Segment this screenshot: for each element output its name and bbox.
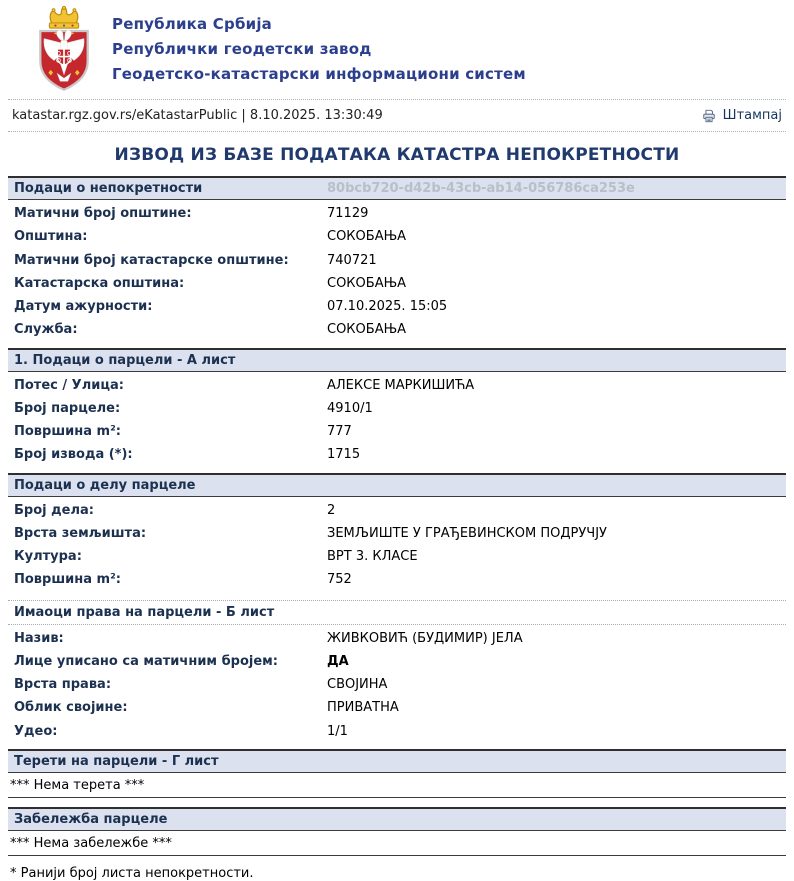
table-row (8, 650, 786, 673)
row-label: Матични број катастарске општине: (14, 252, 289, 268)
table-row (8, 295, 786, 318)
row-value: 752 (327, 572, 352, 588)
row-label: Врста земљишта: (14, 525, 147, 541)
encumbrances-empty-text: *** Нема терета *** (8, 773, 786, 798)
parcel-part-rows (8, 497, 786, 598)
print-bar (8, 99, 786, 132)
row-value: СВОЈИНА (327, 677, 388, 692)
org-line-country: Република Србија (112, 15, 272, 33)
row-label: Матични број општине: (14, 206, 192, 221)
rights-holders-rows (8, 625, 786, 749)
row-value: АЛЕКСЕ МАРКИШИЋА (327, 377, 475, 393)
table-row (8, 568, 786, 591)
row-label: Катастарска општина: (14, 275, 185, 291)
row-value: 1/1 (327, 723, 348, 739)
row-value: ПРИВАТНА (327, 700, 399, 716)
section-header-parcel-part (8, 473, 786, 497)
table-row (8, 720, 786, 743)
row-value: ВРТ 3. КЛАСЕ (327, 549, 418, 564)
row-value: 777 (327, 424, 352, 439)
row-label: Служба: (14, 322, 78, 338)
row-value: ЗЕМЉИШТЕ У ГРАЂЕВИНСКОМ ПОДРУЧЈУ (327, 525, 607, 541)
table-row (8, 499, 786, 522)
table-row (8, 420, 786, 443)
row-label: Удео: (14, 723, 58, 739)
row-label: Потес / Улица: (14, 377, 124, 393)
row-label: Број дела: (14, 502, 94, 518)
source-and-timestamp: katastar.rgz.gov.rs/eKatastarPublic | 8.10.2025. 13:30:49 (12, 108, 383, 123)
row-label: Општина: (14, 229, 88, 245)
table-row (8, 443, 786, 466)
print-button[interactable] (702, 108, 782, 123)
registered-with-id-link[interactable]: ДА (327, 653, 349, 669)
extract-sheet (8, 176, 786, 881)
row-value: СОКОБАЊА (327, 322, 407, 338)
org-line-system: Геодетско-катастарски информациони систем (112, 65, 526, 83)
masthead (0, 0, 794, 99)
section-header-parcel-a (8, 348, 786, 372)
row-value: 07.10.2025. 15:05 (327, 299, 448, 314)
row-label: Врста права: (14, 677, 112, 692)
section-header-annotations-label: Забележба парцеле (14, 811, 168, 827)
section-header-property-label: Подаци о непокретности (14, 181, 203, 196)
annotations-empty-text: *** Нема забележбе *** (8, 831, 786, 856)
table-row (8, 374, 786, 397)
row-label: Површина m²: (14, 572, 121, 588)
row-value: ЖИВКОВИЋ (БУДИМИР) ЈЕЛА (327, 630, 523, 646)
section-header-parcel-part-label: Подаци о делу парцеле (14, 477, 196, 493)
section-header-parcel-a-label: 1. Подаци о парцели - А лист (14, 352, 236, 368)
page-title: ИЗВОД ИЗ БАЗЕ ПОДАТАКА КАТАСТРА НЕПОКРЕТНОСТИ (114, 145, 680, 165)
section-header-encumbrances (8, 749, 786, 773)
row-value: 740721 (327, 252, 377, 268)
table-row (8, 225, 786, 248)
section-header-encumbrances-label: Терети на парцели - Г лист (14, 753, 219, 769)
table-row (8, 318, 786, 341)
row-label: Назив: (14, 630, 64, 646)
section-header-property (8, 176, 786, 200)
row-value: СОКОБАЊА (327, 275, 407, 291)
row-label: Лице уписано са матичним бројем: (14, 653, 278, 669)
table-row (8, 522, 786, 545)
printer-icon (702, 109, 716, 123)
org-line-agency: Републички геодетски завод (112, 40, 372, 58)
row-value: 1715 (327, 447, 361, 463)
table-row (8, 545, 786, 568)
footnote: * Ранији број листа непокретности. (10, 865, 254, 881)
print-button-label: Штампај (722, 108, 782, 123)
table-row (8, 202, 786, 225)
table-row (8, 673, 786, 696)
row-label: Датум ажурности: (14, 299, 153, 314)
section-header-annotations (8, 807, 786, 831)
section-header-rights-holders: Имаоци права на парцели - Б лист (8, 600, 786, 625)
row-label: Облик својине: (14, 700, 128, 716)
org-title-block (112, 5, 526, 87)
row-value: 2 (327, 502, 336, 518)
property-guid: 80bcb720-d42b-43cb-ab14-056786ca253e (327, 181, 635, 196)
row-value: 71129 (327, 206, 369, 221)
row-value: СОКОБАЊА (327, 229, 407, 245)
property-rows (8, 200, 786, 348)
row-value: 4910/1 (327, 400, 373, 416)
serbia-coat-of-arms-icon (28, 5, 100, 93)
row-label: Број парцеле: (14, 400, 121, 416)
table-row (8, 696, 786, 719)
row-label: Култура: (14, 549, 82, 564)
parcel-rows (8, 372, 786, 473)
table-row (8, 397, 786, 420)
row-label: Број извода (*): (14, 447, 133, 463)
table-row (8, 272, 786, 295)
row-label: Површина m²: (14, 424, 121, 439)
table-row (8, 627, 786, 650)
table-row (8, 249, 786, 272)
